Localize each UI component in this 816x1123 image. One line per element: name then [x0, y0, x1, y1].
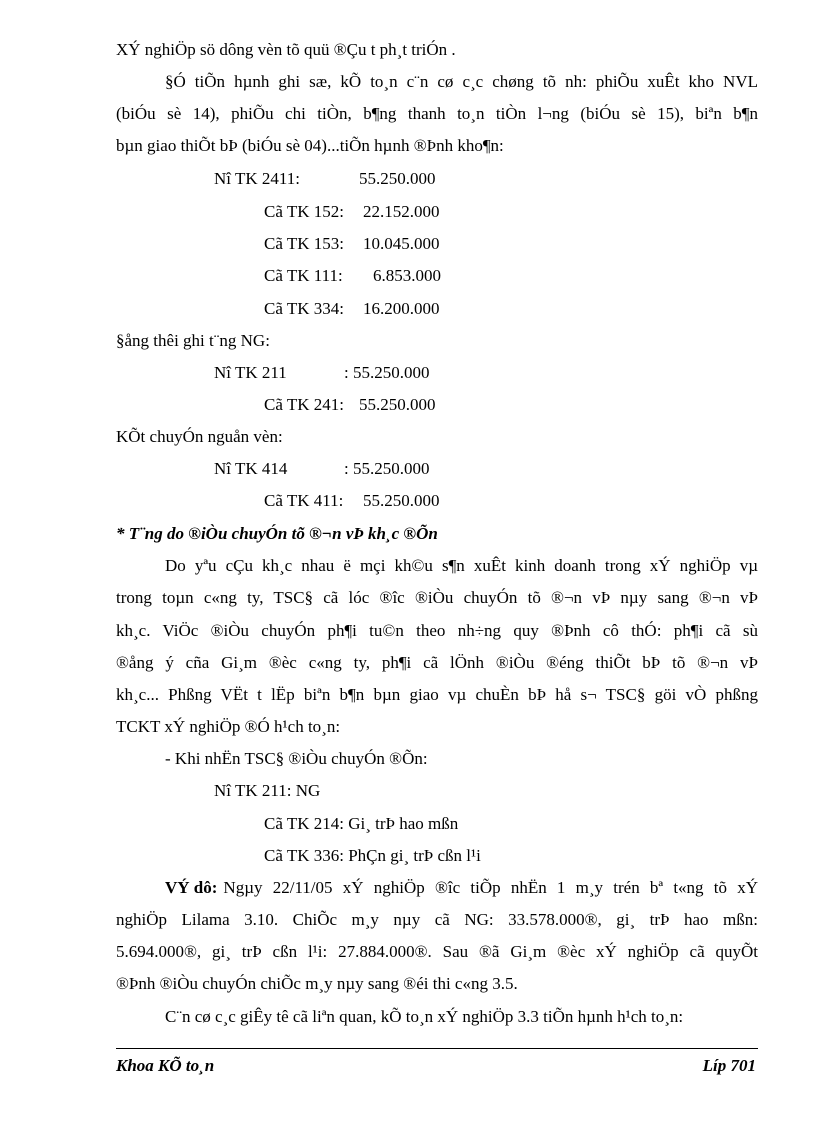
journal-credit: Cã TK 334:: [264, 299, 344, 318]
journal-credit: Cã TK 111:: [264, 266, 343, 285]
footer-divider: [116, 1048, 758, 1049]
journal-amount: 22.152.000: [363, 202, 440, 221]
journal-amount: 16.200.000: [363, 299, 440, 318]
paragraph-line: bµn giao thiÕt bÞ (biÓu sè 04)...tiÕn hµnh ®Þnh kho¶n:: [116, 136, 504, 155]
paragraph-line: KÕt chuyÓn nguån vèn:: [116, 427, 283, 446]
journal-amount: 55.250.000: [363, 491, 440, 510]
journal-amount: 6.853.000: [373, 266, 441, 285]
journal-amount: 55.250.000: [359, 169, 436, 188]
paragraph-line: ®Þnh ®iÒu chuyÓn chiÕc m¸y nµy sang ®éi thi c«ng 3.5.: [116, 974, 518, 993]
journal-debit: Nî TK 414: [214, 459, 288, 478]
footer-class: Líp 701: [702, 1056, 756, 1075]
paragraph-line: trong toµn c«ng ty, TSC§ cã lóc ®îc ®iÒu chuyÓn tõ ®¬n vÞ nµy sang ®¬n vÞ: [116, 588, 758, 607]
paragraph-line: XÝ nghiÖp sö dông vèn tõ quü ®Çu t ph¸t triÓn .: [116, 40, 456, 59]
paragraph-line: §Ó tiÕn hµnh ghi sæ, kÕ to¸n c¨n cø c¸c chøng tõ nh: phiÕu xuÊt kho NVL: [165, 72, 758, 91]
journal-credit: Cã TK 411:: [264, 491, 344, 510]
journal-debit: Nî TK 211: [214, 363, 287, 382]
journal-credit: Cã TK 153:: [264, 234, 344, 253]
journal-amount: : 55.250.000: [344, 363, 430, 382]
journal-debit: Nî TK 2411:: [214, 169, 300, 188]
journal-credit: Cã TK 214: Gi¸ trÞ hao mßn: [264, 814, 459, 833]
journal-debit: Nî TK 211: NG: [214, 781, 321, 800]
paragraph-line: kh¸c... Phßng VËt t lËp biªn b¶n bµn giao vµ chuÈn bÞ hå s¬ TSC§ göi vÒ phßng: [116, 685, 758, 704]
example-text: Ngµy 22/11/05 xÝ nghiÖp ®îc tiÕp nhËn 1 m¸y trén bª t«ng tõ xÝ: [223, 878, 758, 897]
journal-amount: 10.045.000: [363, 234, 440, 253]
paragraph-line: (biÓu sè 14), phiÕu chi tiÒn, b¶ng thanh to¸n tiÒn l¬ng (biÓu sè 15), biªn b¶n: [116, 104, 758, 123]
journal-credit: Cã TK 241:: [264, 395, 344, 414]
journal-amount: : 55.250.000: [344, 459, 430, 478]
example-line: [165, 877, 758, 899]
journal-amount: 55.250.000: [359, 395, 436, 414]
paragraph-line: §ång thêi ghi t¨ng NG:: [116, 331, 270, 350]
paragraph-line: nghiÖp Lilama 3.10. ChiÕc m¸y nµy cã NG: 33.578.000®, gi¸ trÞ hao mßn:: [116, 910, 758, 929]
paragraph-line: kh¸c. ViÖc ®iÒu chuyÓn ph¶i tu©n theo nh÷ng quy ®Þnh cô thÓ: ph¶i cã sù: [116, 621, 758, 640]
example-label: VÝ dô:: [165, 878, 218, 897]
paragraph-line: ®ång ý cña Gi¸m ®èc c«ng ty, ph¶i cã lÖnh ®iÒu ®éng thiÕt bÞ tõ ®¬n vÞ: [116, 653, 758, 672]
paragraph-line: TCKT xÝ nghiÖp ®Ó h¹ch to¸n:: [116, 717, 341, 736]
journal-credit: Cã TK 152:: [264, 202, 344, 221]
paragraph-line: C¨n cø c¸c giÊy tê cã liªn quan, kÕ to¸n xÝ nghiÖp 3.3 tiÕn hµnh h¹ch to¸n:: [165, 1007, 684, 1026]
section-heading: * T¨ng do ®iÒu chuyÓn tõ ®¬n vÞ kh¸c ®Õn: [116, 524, 438, 543]
paragraph-line: - Khi nhËn TSC§ ®iÒu chuyÓn ®Õn:: [165, 749, 428, 768]
footer-department: Khoa KÕ to¸n: [116, 1056, 215, 1075]
paragraph-line: 5.694.000®, gi¸ trÞ cßn l¹i: 27.884.000®. Sau ®ã Gi¸m ®èc xÝ nghiÖp cã quyÕt: [116, 942, 758, 961]
paragraph-line: Do yªu cÇu kh¸c nhau ë mçi kh©u s¶n xuÊt kinh doanh trong xÝ nghiÖp vµ: [165, 556, 758, 575]
journal-credit: Cã TK 336: PhÇn gi¸ trÞ cßn l¹i: [264, 846, 481, 865]
